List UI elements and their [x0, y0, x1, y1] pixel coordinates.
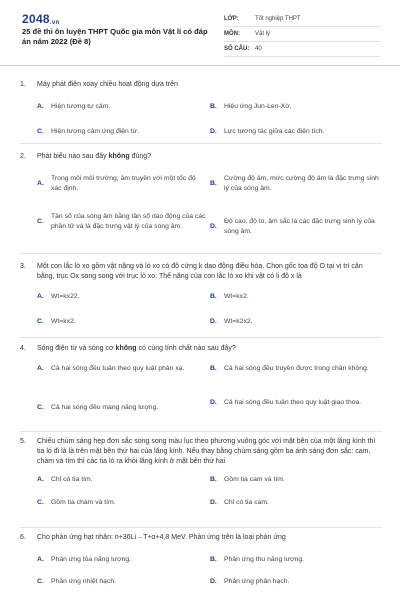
- option-b[interactable]: [210, 364, 382, 374]
- option-letter: C.: [37, 318, 44, 325]
- option-c[interactable]: [37, 317, 76, 327]
- option-d[interactable]: [210, 217, 382, 237]
- option-letter: B.: [210, 180, 217, 187]
- question-text: Một con lắc lò xo gồm vật nặng và lò xo có độ cứng k dao động điều hòa. Chọn gốc tọa độ O tại vị trí cân bằng, trục Ox song song với trục lò xo. Thế năng của con lắc lò xo khi vật có li độ x là: [37, 263, 363, 280]
- question-text: [37, 152, 382, 162]
- option-letter: A.: [37, 103, 44, 110]
- option-text: Phản ứng tỏa năng lượng.: [51, 556, 132, 563]
- divider: [20, 253, 382, 254]
- meta-value[interactable]: Tốt nghiệp THPT: [255, 16, 301, 22]
- option-d[interactable]: [210, 577, 289, 587]
- option-text: Chỉ có tia tím.: [51, 476, 93, 483]
- option-text: Cả hai sóng đều mang năng lượng.: [51, 404, 159, 411]
- question-text: Máy phát điện xoay chiều hoạt động dựa trên: [37, 81, 178, 88]
- meta-value: 40: [255, 46, 262, 52]
- option-letter: B.: [210, 365, 217, 372]
- option-letter: D.: [210, 128, 217, 135]
- option-d[interactable]: [210, 498, 269, 508]
- site-logo[interactable]: [22, 12, 59, 26]
- option-letter: D.: [210, 499, 217, 506]
- option-text: Wt=k2x2.: [224, 318, 253, 325]
- option-b[interactable]: [210, 555, 304, 565]
- meta-row-count: [224, 42, 380, 57]
- question-number: 3.: [20, 263, 26, 270]
- meta-row-class: [224, 12, 380, 27]
- option-d[interactable]: [210, 317, 253, 327]
- option-text: Phản ứng nhiệt hạch.: [51, 578, 117, 585]
- option-letter: A.: [37, 293, 44, 300]
- logo-suffix: .vn: [49, 20, 60, 26]
- page-title: 25 đề thi ôn luyện THPT Quốc gia môn Vật lí có đáp án năm 2022 (Đề 8): [22, 27, 208, 46]
- option-c[interactable]: [37, 212, 207, 232]
- question-number: 6.: [20, 534, 26, 541]
- option-text: Cả hai sóng đều tuân theo quy luật phản xạ.: [51, 365, 185, 372]
- page-header: [0, 0, 400, 66]
- option-text: Cả hai sóng đều tuân theo quy luật giao thoa.: [224, 399, 362, 406]
- meta-key: SỐ CÂU:: [224, 46, 250, 52]
- question-text-part: đúng?: [129, 153, 152, 160]
- option-text: Gồm tia cam và tím.: [224, 476, 285, 483]
- option-a[interactable]: [37, 475, 93, 485]
- option-c[interactable]: [37, 403, 207, 413]
- option-letter: B.: [210, 556, 217, 563]
- option-b[interactable]: [210, 174, 382, 194]
- question-text: Cho phản ứng hạt nhân: n+36Li→T+α+4,8 MeV. Phản ứng trên là loại phản ứng: [37, 534, 286, 541]
- option-letter: C.: [37, 218, 44, 225]
- divider: [20, 337, 382, 338]
- option-text: Tần số của sóng âm bằng tần số dao động của các phần tử và là đặc trưng vật lý của sóng âm.: [51, 213, 206, 230]
- question-text-part: Sóng điện từ và sóng cơ: [37, 345, 116, 352]
- meta-value[interactable]: Vật lý: [255, 31, 271, 37]
- question-6: [20, 533, 382, 595]
- question-text-part: Phát biểu nào sau đây: [37, 153, 109, 160]
- option-letter: B.: [210, 293, 217, 300]
- option-text: Độ cao, độ to, âm sắc là các đặc trưng sinh lý của sóng âm.: [224, 218, 375, 235]
- option-letter: A.: [37, 476, 44, 483]
- option-text: Hiện tượng cảm ứng điện từ.: [51, 128, 140, 135]
- option-letter: C.: [37, 128, 44, 135]
- option-text: Hiệu ứng Jun-Len-Xơ.: [224, 103, 292, 110]
- logo-main: 2048: [22, 12, 50, 26]
- option-letter: C.: [37, 578, 44, 585]
- option-b[interactable]: [210, 475, 285, 485]
- option-text: Cả hai sóng đều truyền được trong chân không.: [224, 365, 369, 372]
- option-text: Cường độ âm, mức cường độ âm là đặc trưng sinh lý của sóng âm.: [224, 175, 379, 192]
- question-number: 1.: [20, 81, 26, 88]
- option-letter: D.: [210, 399, 217, 406]
- option-letter: D.: [210, 578, 217, 585]
- option-c[interactable]: [37, 127, 139, 137]
- option-d[interactable]: [210, 127, 324, 137]
- option-letter: B.: [210, 103, 217, 110]
- option-text: Trong môi môi trường, âm truyền với một tốc độ xác định.: [51, 175, 196, 192]
- question-emphasis: không: [115, 345, 137, 352]
- option-c[interactable]: [37, 498, 116, 508]
- meta-key: MÔN:: [224, 31, 240, 37]
- option-letter: B.: [210, 476, 217, 483]
- option-text: Lực tương tác giữa các điện tích.: [224, 128, 325, 135]
- option-letter: A.: [37, 556, 44, 563]
- option-text: Wt=kx22.: [51, 293, 80, 300]
- option-letter: A.: [37, 180, 44, 187]
- option-a[interactable]: [37, 555, 131, 565]
- option-c[interactable]: [37, 577, 116, 587]
- question-number: 5.: [20, 438, 26, 445]
- meta-row-subject: [224, 27, 380, 42]
- option-text: Phản ứng phân hạch.: [224, 578, 290, 585]
- option-letter: C.: [37, 499, 44, 506]
- question-number: 2.: [20, 153, 26, 160]
- question-emphasis: không: [108, 153, 130, 160]
- option-d[interactable]: [210, 398, 382, 408]
- divider: [20, 527, 382, 528]
- question-number: 4.: [20, 345, 26, 352]
- option-b[interactable]: [210, 292, 249, 302]
- option-letter: A.: [37, 365, 44, 372]
- divider: [20, 143, 382, 144]
- option-letter: C.: [37, 404, 44, 411]
- option-b[interactable]: [210, 102, 292, 112]
- option-text: Hiện tượng tự cảm.: [51, 103, 111, 110]
- option-text: Chỉ có tia cam.: [224, 499, 269, 506]
- question-text-part: có cùng tính chất nào sau đây?: [136, 345, 236, 352]
- option-a[interactable]: [37, 364, 207, 374]
- option-letter: D.: [210, 223, 217, 230]
- meta-table: [224, 12, 380, 57]
- question-text: [37, 344, 382, 354]
- option-text: Gồm tia chàm và tím.: [51, 499, 116, 506]
- divider: [20, 431, 382, 432]
- question-1: [20, 80, 382, 144]
- meta-key: LỚP:: [224, 16, 239, 22]
- question-4: [20, 344, 382, 430]
- option-a[interactable]: [37, 292, 80, 302]
- question-5: [20, 437, 382, 519]
- option-a[interactable]: [37, 174, 207, 194]
- option-text: Phản ứng thu năng lượng.: [224, 556, 305, 563]
- question-3: [20, 262, 382, 336]
- option-text: Wt=kx2.: [224, 293, 249, 300]
- option-a[interactable]: [37, 102, 110, 112]
- option-text: Wt=kx2.: [51, 318, 76, 325]
- question-text: Chiếu chùm sáng hẹp đơn sắc song song màu lục theo phương vuông góc với mặt bên của một lăng kính thì tia ló đi là là trên mặt bên thứ hai của lăng kính. Nếu thay bằng chùm sáng gồm ba ánh sáng đơn sắc: cam, chàm và tím thì các tia ló ra khỏi lăng kính ở mặt bên thứ hai: [37, 438, 376, 465]
- option-letter: D.: [210, 318, 217, 325]
- question-2: [20, 152, 382, 250]
